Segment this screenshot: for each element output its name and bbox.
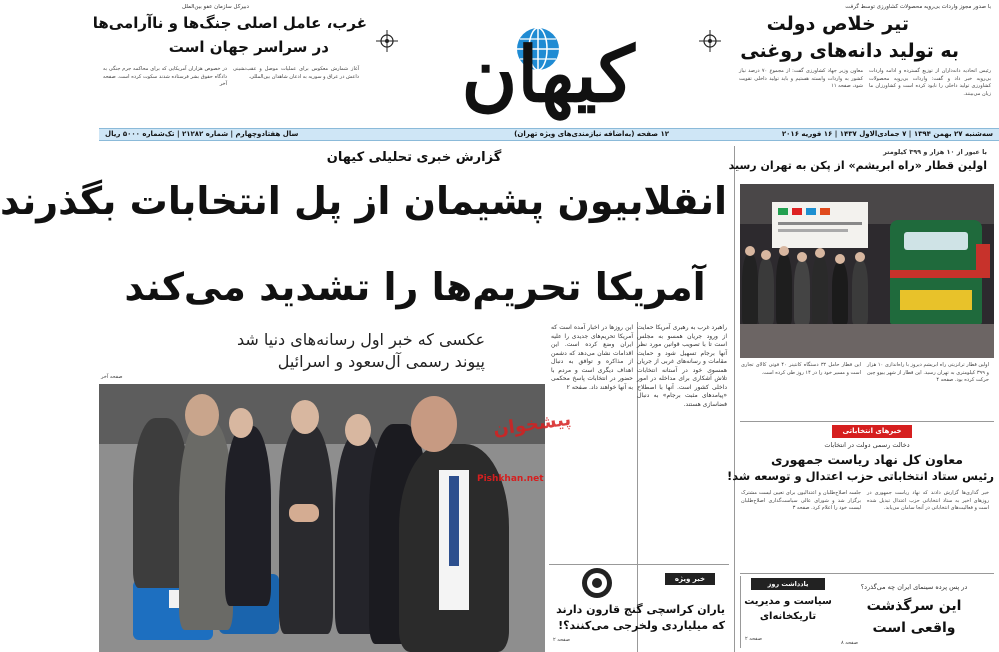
platform: [740, 324, 994, 358]
train-photo[interactable]: [740, 184, 994, 358]
election-text-1: خبر گذاری‌ها گزارش دادند که نهاد ریاست جمهوری در روزهای اخیر به ستاد انتخاباتی حزب اعتدال تبدیل شده است و فعالیت‌های انتخاباتی در آنجا سامان می‌یابد.: [867, 490, 989, 511]
feature-icon: [581, 567, 613, 599]
train-text-2: این قطار حامل ۳۲ دستگاه کانتینر ۴۰ فوتی کالای تجاری است و مسیر خود را در ۱۴ روز طی کرده است.: [741, 362, 861, 376]
right-lead-teaser-1: رئیس اتحادیه دانه‌داران از توزیع گسترده و ادامه واردات بی‌رویه خبر داد و گفت: واردات بی‌رویه محصولات کشاورزی تولید داخلی را نابود کرده است و کشاورزان ما زیان می‌بینند.: [869, 68, 991, 97]
cinema-page: صفحه ۸: [841, 640, 858, 646]
issue-text: سال هفتادوچهارم | شماره ۲۱۲۸۲ | تک‌شماره ۵۰۰۰ ریال: [105, 130, 299, 138]
logo-text: کیهان: [461, 30, 635, 119]
election-section-tag[interactable]: خبرهای انتخاباتی: [832, 425, 912, 438]
left-lead-kicker: دبیرکل سازمان عفو بین‌الملل: [182, 4, 249, 10]
election-title-2[interactable]: رئیس ستاد انتخاباتی حزب اعتدال و توسعه شد!: [727, 469, 994, 483]
cinema-kicker: در پس پرده سینمای ایران چه می‌گذرد؟: [860, 583, 968, 591]
handshake: [289, 504, 319, 522]
date-bar: [99, 128, 999, 141]
feature-title-1: یاران کراسچی گنج قارون دارند: [556, 603, 725, 616]
election-title-1[interactable]: معاون کل نهاد ریاست جمهوری: [770, 452, 964, 467]
right-lead-teaser-2: معاون وزیر جهاد کشاورزی گفت: از مجموع ۷۰ درصد نیاز کشور به واردات وابسته هستیم و باید تولید داخلی تقویت شود، صفحه ۱۱: [739, 68, 863, 89]
main-kicker: گزارش خبری تحلیلی کیهان: [326, 150, 502, 165]
sidebar-rule-2: [740, 573, 994, 574]
left-lead-title-1[interactable]: غرب، عامل اصلی جنگ‌ها و ناآرامی‌ها: [92, 14, 367, 32]
newspaper-logo[interactable]: [417, 8, 679, 120]
banner: [772, 202, 868, 248]
day-note-tag: یادداشت روز: [751, 578, 825, 590]
election-text-2: جلسه اصلاح‌طلبان و اعتدالیون برای تعیین لیست مشترک برگزار شد و شورای عالی سیاست‌گذاری اصلاح‌طلبان لیست خود را اعلام کرد. صفحه ۳: [741, 490, 861, 511]
tie: [449, 476, 459, 566]
right-lead-title-1[interactable]: تیر خلاص دولت: [766, 13, 909, 35]
day-note-title-1: سیاست و مدیریت: [744, 596, 832, 607]
day-note-box[interactable]: [740, 576, 834, 648]
train-kicker: با عبور از ۱۰ هزار و ۳۹۹ کیلومتر: [883, 148, 987, 156]
train-text-1: اولین قطار ترانزیتی راه ابریشم دیروز با راه‌اندازی ۱۰ هزار و ۳۹۹ کیلومتری به تهران رسید. این قطار از شهر ییوو چین حرکت کرده بود. صفحه ۴: [867, 362, 989, 383]
registration-mark-left: [376, 30, 398, 52]
main-headline-1[interactable]: انقلابیون پشیمان از پل انتخابات بگذرند: [0, 179, 727, 223]
left-lead-title-2[interactable]: در سراسر جهان است: [168, 38, 329, 56]
watermark-logo: پیشخوان: [491, 408, 573, 441]
main-body-col-2: این روزها در اخبار آمده است که آمریکا تحریم‌های جدیدی را علیه ایران وضع کرده است. این اقدامات نشان می‌دهد که دشمن از مذاکره و توافق به دنبال اهداف دیگری است و مردم با حضور در انتخابات پاسخ محکمی به آنها خواهند داد. صفحه ۲: [551, 324, 633, 391]
masthead: [92, 0, 999, 128]
sidebar-rule-1: [740, 421, 994, 422]
left-lead-teaser-1: آغاز شمارش معکوس برای عملیات موصل و عقب‌نشینی داعش در عراق و سوریه به اذعان شاهدان بین‌المللی.: [233, 66, 359, 80]
main-headline-2[interactable]: آمریکا تحریم‌ها را تشدید می‌کند: [124, 265, 706, 309]
pages-text: ۱۲ صفحه (به‌اضافه نیازمندی‌های ویژه تهران): [514, 130, 669, 138]
photo-caption-2: پیوند رسمی آل‌سعود و اسرائیل: [277, 352, 485, 371]
photo-caption-1: عکسی که خبر اول رسانه‌های دنیا شد: [236, 330, 485, 349]
day-note-page: صفحه ۲: [745, 636, 762, 642]
cinema-title-2[interactable]: واقعی است: [872, 620, 956, 636]
day-note-title-2: تاریکخانه‌ای: [759, 611, 817, 622]
train-title[interactable]: اولین قطار «راه ابریشم» از پکن به تهران رسید: [728, 159, 987, 172]
train-flag: [976, 244, 990, 278]
registration-mark-right: [699, 30, 721, 52]
feature-page-ref: صفحه ۲: [553, 637, 570, 643]
watermark-url: Pishkhan.net: [477, 474, 544, 484]
right-lead-kicker: با صدور مجوز واردات بی‌رویه محصولات کشاورزی توسط گرفت: [845, 4, 991, 10]
date-text: سه‌شنبه ۲۷ بهمن ۱۳۹۴ | ۷ جمادی‌الاول ۱۴۳۷ | ۱۶ فوریه ۲۰۱۶: [781, 130, 993, 138]
right-lead-title-2[interactable]: به تولید دانه‌های روغنی: [740, 40, 959, 62]
feature-box[interactable]: [549, 564, 729, 650]
sidebar-divider: [734, 146, 735, 652]
feature-title-2: که میلیاردی ولخرجی می‌کنند؟!: [558, 619, 725, 632]
locomotive: [890, 220, 982, 324]
left-lead-teaser-2: در خصوص هزاران آمریکایی که برای محاکمه جرم جنگی به دادگاه حقوق بشر فرستاده شدند سکوت کرده است. صفحه آخر: [103, 66, 227, 87]
election-kicker: دخالت رسمی دولت در انتخابات: [824, 441, 910, 449]
feature-tag: خبر ویژه: [665, 573, 715, 585]
photo-page-ref: صفحه آخر: [101, 374, 123, 380]
main-body-col-1: راهبرد غرب به رهبری آمریکا حمایت از ورود جریان همسو به مجلس است تا با تصویب قوانین مورد نظر آنها برجام تسهیل شود و حمایت مقامات و رسانه‌های غربی از جریان همسوی خود در آستانه انتخابات تلاش آشکاری برای مداخله در امور داخلی کشور است. آنها با اصطلاح «پیامدهای مثبت برجام» به دنبال فضاسازی هستند.: [637, 324, 727, 408]
cinema-title-1[interactable]: این سرگذشت: [866, 598, 962, 614]
